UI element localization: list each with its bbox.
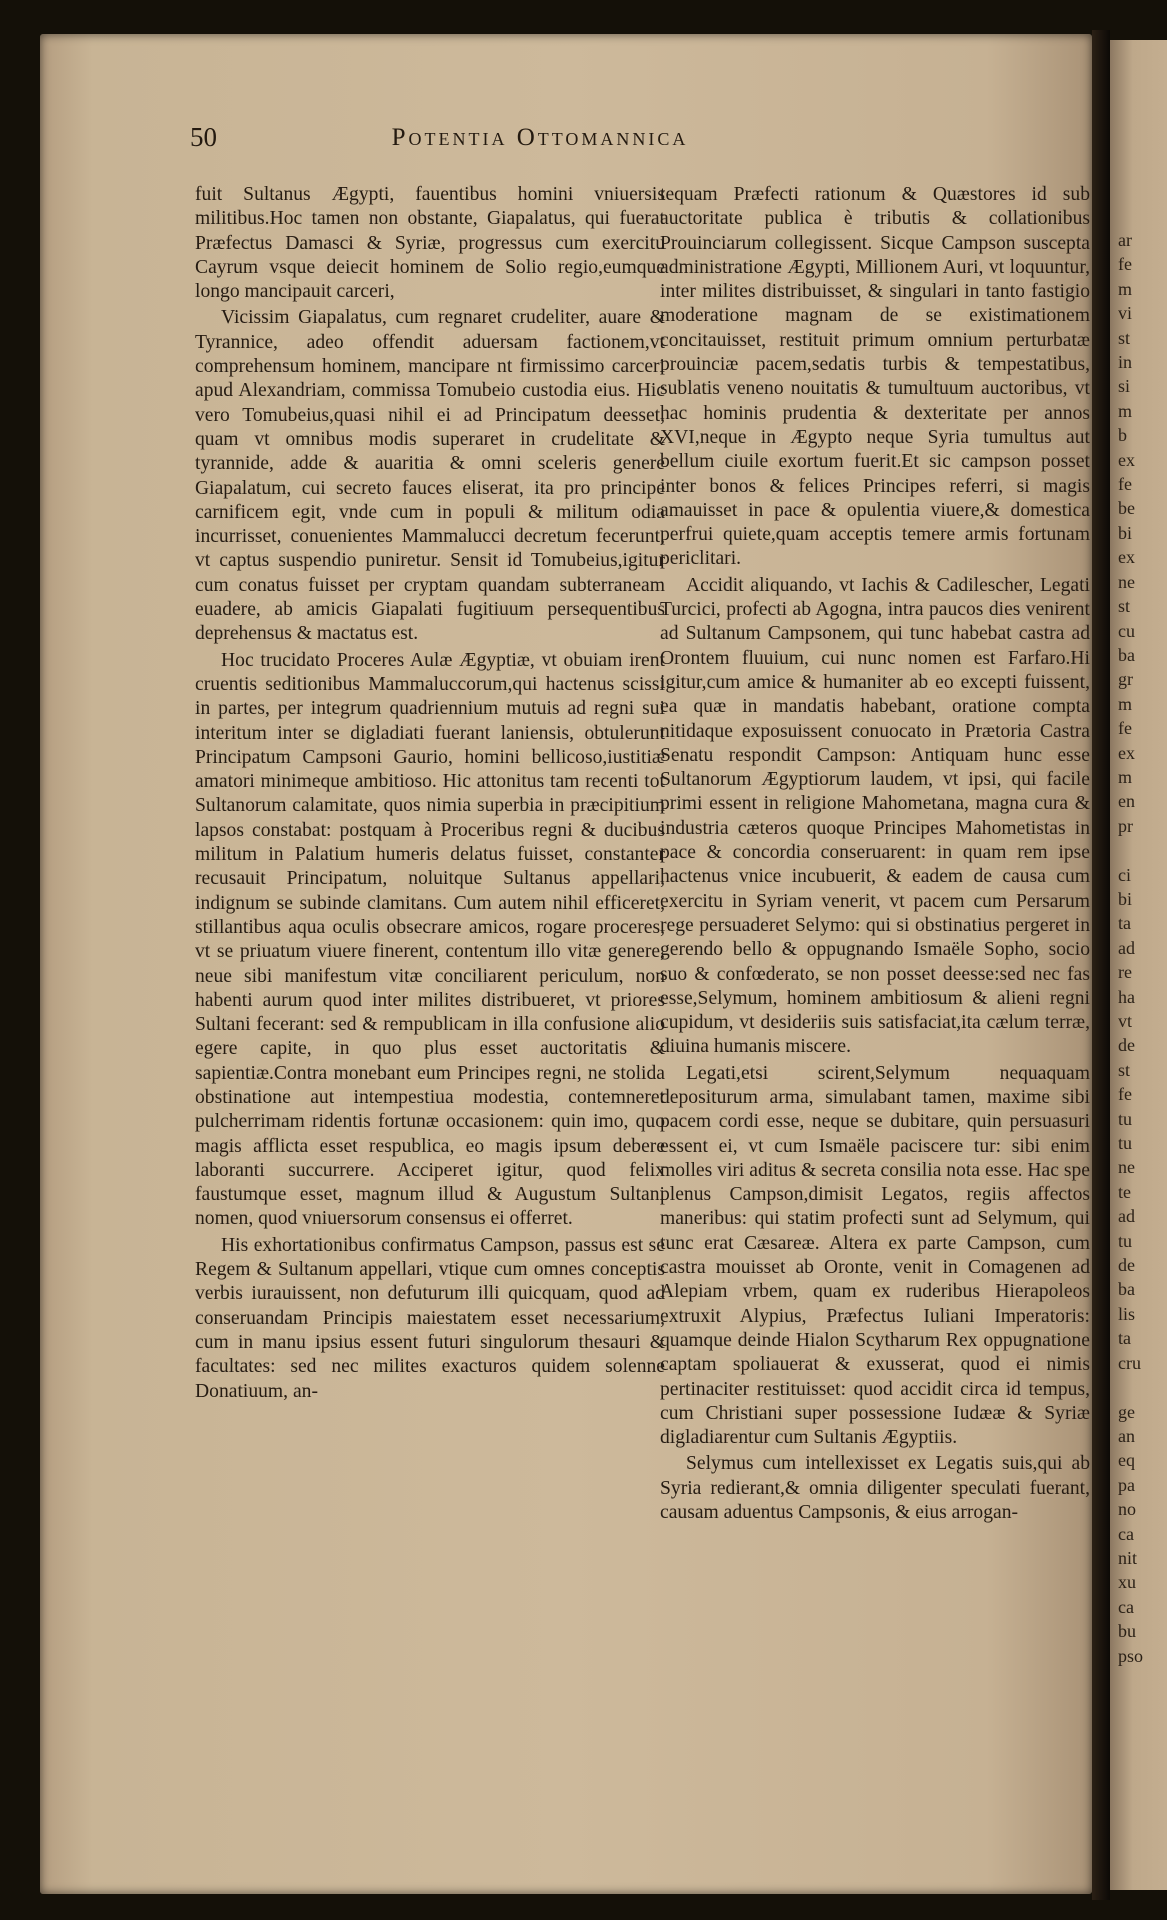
paragraph: His exhortationibus confirmatus Campson, passus est se Regem & Sultanum appellari, vtique cum omnes conceptis verbis iurauissent, non defuturum illi quicquam, quod ad conseruandam Principis maiestatem esset necessarium, cum in manu ipsius essent futuri singulorum thesauri & facultates: sed nec milites exacturos quidem solenne Donatiuum, an-: [195, 1234, 665, 1402]
adjacent-page-text: ar fe m vi st in si m b ex fe be bi ex ne st cu ba gr m fe ex m en pr ci bi ta ad re ha vt de st fe tu tu ne te ad tu de ba lis ta cru ge an eq pa no ca nit xu ca bu pso: [1118, 230, 1144, 1666]
paragraph: Vicissim Giapalatus, cum regnaret crudeliter, auare & Tyrannice, adeo offendit aduersam factionem,vt comprehensum hominem, mancipare nt firmissimo carceri apud Alexandriam, commissa Tomubeio custodia eius. Hic vero Tomubeius,quasi nihil ei ad Principatum deesset, quam vt omnibus modis superaret in crudelitate & tyrannide, adde & auaritia & omni sceleris genere Giapalatum, cui secreto fauces eliserat, ita pro principe carnificem egit, vnde cum in populi & militum odia incurrisset, conuenientes Mammalucci decretum fecerunt, vt captus suspendio puniretur. Sensit id Tomubeius,igitur cum conatus fuisset per cryptam quandam subterraneam euadere, ab amicis Giapalati fugitiuum persequentibus deprehensus & mactatus est.: [195, 307, 665, 645]
paragraph: Accidit aliquando, vt Iachis & Cadilescher, Legati Turcici, profecti ab Agogna, intra paucos dies venirent ad Sultanum Campsonem, qui tunc habebat castra ad Orontem fluuium, cui nunc nomen est Farfaro.Hi igitur,cum amice & humaniter ab eo excepti fuissent, ea quæ in mandatis habebant, oratione compta nitidaque exposuissent conuocato in Prætoria Castra Senatu respondit Campson: Antiquam hunc esse Sultanorum Ægyptiorum laudem, vt ipsi, qui facile primi essent in religione Mahometana, magna cura & industria cæteros quoque Principes Mahometistas in pace & concordia conseruarent: in quam rem ipse hactenus vnice incubuerit, & eadem de causa cum exercitu in Syriam venerit, vt pacem cum Persarum rege persuaderet Selymo: qui si obstinatius pergeret in gerendo bello & oppugnando Ismaële Sopho, socio suo & confœderato, se non posset deesse:sed nec fas esse,Selymum, hominem ambitiosum & alieni regni cupidum, vt desideriis suis satisfaciat,ita cælum terræ, diuina humanis miscere.: [660, 574, 1090, 1058]
adjacent-page-edge: [1110, 40, 1167, 1890]
paragraph: fuit Sultanus Ægypti, fauentibus homini vniuersis militibus.Hoc tamen non obstante, Giapalatus, qui fuerat Præfectus Damasci & Syriæ, progressus cum exercitu Cayrum vsque deiecit hominem de Solio regio,eumque longo mancipauit carceri,: [195, 184, 665, 303]
paragraph: Hoc trucidato Proceres Aulæ Ægyptiæ, vt obuiam irent cruentis seditionibus Mammaluccorum,qui hactenus scissi in partes, per integrum quadriennium mutuis ad regni sui interitum inter se digladiati fuerant laniensis, obtulerunt Principatum Campsoni Gaurio, homini bellicoso,iustitiæ amatori minimeque ambitioso. Hic attonitus tam recenti tot Sultanorum calamitate, quos nimia superbia in præcipitium lapsos constabat: postquam à Proceribus regni & ducibus militum in Palatium humeris delatus fuisset, constanter recusauit Principatum, noluitque Sultanus appellari, indignum se subinde clamitans. Cum autem nihil efficeret, stillantibus aqua oculis obsecrare amicos, rogare proceres, vt se priuatum viuere finerent, contentum illo vitæ genere, neue sibi manifestum vitæ conciliarent periculum, non habenti aurum quod inter milites distribueret, vt priores Sultani fecerant: sed & rempublicam in illa confusione alio egere capite, in quo plus esset auctoritatis & sapientiæ.Contra monebant eum Principes regni, ne stolida obstinatione aut intempestiua modestia, contemneret pulcherrimam ridentis fortunæ occasionem: quin imo, quo magis afflicta esset respublica, eo magis ipsum debere laboranti succurrere. Acciperet igitur, quod felix faustumque esset, magnum illud & Augustum Sultani nomen, quod vniuersorum consensus ei offerret.: [195, 649, 665, 1230]
page-number: 50: [190, 122, 217, 152]
paragraph: Selymus cum intellexisset ex Legatis suis,qui ab Syria redierant,& omnia diligenter speculati fuerant, causam aduentus Campsonis, & eius arrogan-: [660, 1453, 1090, 1524]
paragraph: tequam Præfecti rationum & Quæstores id sub auctoritate publica è tributis & collationibus Prouinciarum collegissent. Sicque Campson suscepta administratione Ægypti, Millionem Auri, vt loquuntur, inter milites distribuisset, & singulari in tanto fastigio moderatione magnam de se existimationem concitauisset, restituit primum omnium perturbatæ prouinciæ pacem,sedatis turbis & tempestatibus, sublatis veneno nouitatis & tumultuum auctoribus, vt hac hominis prudentia & dexteritate per annos XVI,neque in Ægypto neque Syria tumultus aut bellum ciuile exortum fuerit.Et sic campson posset inter bonos & felices Principes referri, si magis amauisset in pace & opulentia viuere,& domestica perfrui quiete,quam acceptis temere armis fortunam periclitari.: [660, 184, 1090, 570]
right-column: [660, 183, 1090, 1525]
page-header: [190, 122, 890, 160]
running-title: Potentia Ottomannica: [391, 124, 689, 151]
left-column: [195, 183, 665, 1404]
book-gutter: [1092, 30, 1110, 1900]
paragraph: Legati,etsi scirent,Selymum nequaquam depositurum arma, simulabant tamen, maxime sibi pacem cordi esse, neque se dubitare, quin persuasuri essent ei, vt cum Ismaële paciscere tur: sibi enim molles viri aditus & secreta consilia nota esse. Hac spe plenus Campson,dimisit Legatos, regiis affectos maneribus: qui statim profecti sunt ad Selymum, qui tunc erat Cæsareæ. Altera ex parte Campson, cum castra mouisset ab Oronte, venit in Comagenen ad Alepiam vrbem, quam ex ruderibus Hierapoleos extruxit Alypius, Præfectus Iuliani Imperatoris: quamque deinde Hialon Scytharum Rex oppugnatione captam spoliauerat & exusserat, quod ei nimis pertinaciter restituisset: quod accidit circa id tempus, cum Christiani super possessione Iudææ & Syriæ digladiarentur cum Sultanis Ægyptiis.: [660, 1062, 1090, 1449]
